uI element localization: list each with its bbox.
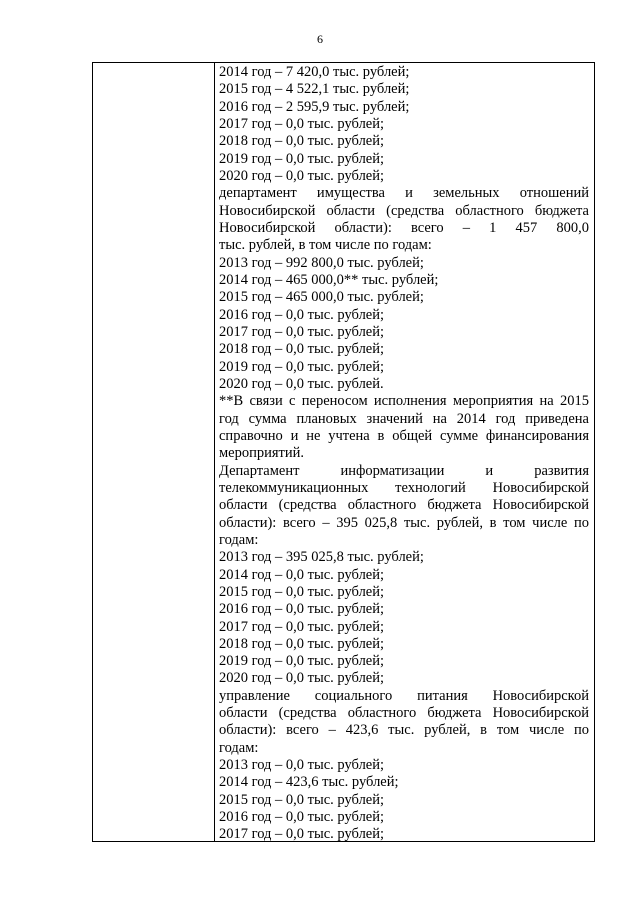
text-line: **В связи с переносом исполнения мероприятия на 2015 — [219, 393, 589, 410]
text-line: управление социального питания Новосибирской — [219, 687, 589, 704]
text-line: 2016 год – 0,0 тыс. рублей; — [219, 306, 385, 323]
table-left-cell — [93, 63, 215, 841]
text-line: 2018 год – 0,0 тыс. рублей; — [219, 341, 385, 358]
text-line: области (средства областного бюджета Новосибирской — [219, 705, 589, 722]
text-line: 2013 год – 395 025,8 тыс. рублей; — [219, 549, 424, 566]
text-line: 2017 год – 0,0 тыс. рублей; — [219, 115, 385, 132]
text-line: 2020 год – 0,0 тыс. рублей; — [219, 167, 385, 184]
text-line: 2014 год – 7 420,0 тыс. рублей; — [219, 64, 410, 80]
text-line: области): всего – 423,6 тыс. рублей, в том числе по — [219, 722, 589, 739]
text-line: 2020 год – 0,0 тыс. рублей. — [219, 375, 384, 392]
text-line: 2014 год – 465 000,0** тыс. рублей; — [219, 271, 439, 288]
text-line: 2016 год – 0,0 тыс. рублей; — [219, 601, 385, 618]
document-table — [92, 62, 595, 842]
text-line: Департамент информатизации и развития — [219, 462, 589, 479]
text-line: 2020 год – 0,0 тыс. рублей; — [219, 670, 385, 687]
text-line: 2019 год – 0,0 тыс. рублей; — [219, 358, 385, 375]
text-line: 2016 год – 0,0 тыс. рублей; — [219, 809, 385, 826]
text-line: телекоммуникационных технологий Новосибирской — [219, 479, 589, 496]
text-line: 2015 год – 0,0 тыс. рублей; — [219, 583, 385, 600]
text-line: 2019 год – 0,0 тыс. рублей; — [219, 150, 385, 167]
text-line: области): всего – 395 025,8 тыс. рублей, в том числе по — [219, 514, 589, 531]
text-line: годам: — [219, 531, 259, 548]
text-line: мероприятий. — [219, 445, 305, 462]
text-line: 2017 год – 0,0 тыс. рублей; — [219, 618, 385, 635]
text-line: 2019 год – 0,0 тыс. рублей; — [219, 653, 385, 670]
text-line: 2015 год – 0,0 тыс. рублей; — [219, 791, 385, 808]
text-line: 2013 год – 992 800,0 тыс. рублей; — [219, 254, 424, 271]
table-right-cell — [219, 63, 589, 844]
text-line: справочно и не учтена в общей сумме финансирования — [219, 427, 589, 444]
text-line: 2014 год – 0,0 тыс. рублей; — [219, 566, 385, 583]
text-line: 2015 год – 465 000,0 тыс. рублей; — [219, 289, 424, 306]
text-line: годам: — [219, 739, 259, 756]
text-line: год сумма плановых значений на 2014 год приведена — [219, 410, 589, 427]
text-line: области (средства областного бюджета Новосибирской — [219, 497, 589, 514]
text-line: 2018 год – 0,0 тыс. рублей; — [219, 635, 385, 652]
text-line: 2016 год – 2 595,9 тыс. рублей; — [219, 98, 410, 115]
text-line: тыс. рублей, в том числе по годам: — [219, 237, 432, 254]
text-line: 2017 год – 0,0 тыс. рублей; — [219, 826, 385, 843]
text-line: 2013 год – 0,0 тыс. рублей; — [219, 757, 385, 774]
text-line: Новосибирской области (средства областного бюджета — [219, 202, 589, 219]
page-number: 6 — [317, 32, 323, 46]
text-line: 2018 год – 0,0 тыс. рублей; — [219, 133, 385, 150]
text-line: 2014 год – 423,6 тыс. рублей; — [219, 774, 399, 791]
text-line: департамент имущества и земельных отношений — [219, 185, 589, 202]
text-line: 2017 год – 0,0 тыс. рублей; — [219, 323, 385, 340]
text-line: Новосибирской области): всего – 1 457 800,0 — [219, 219, 589, 236]
text-line: 2015 год – 4 522,1 тыс. рублей; — [219, 81, 410, 98]
